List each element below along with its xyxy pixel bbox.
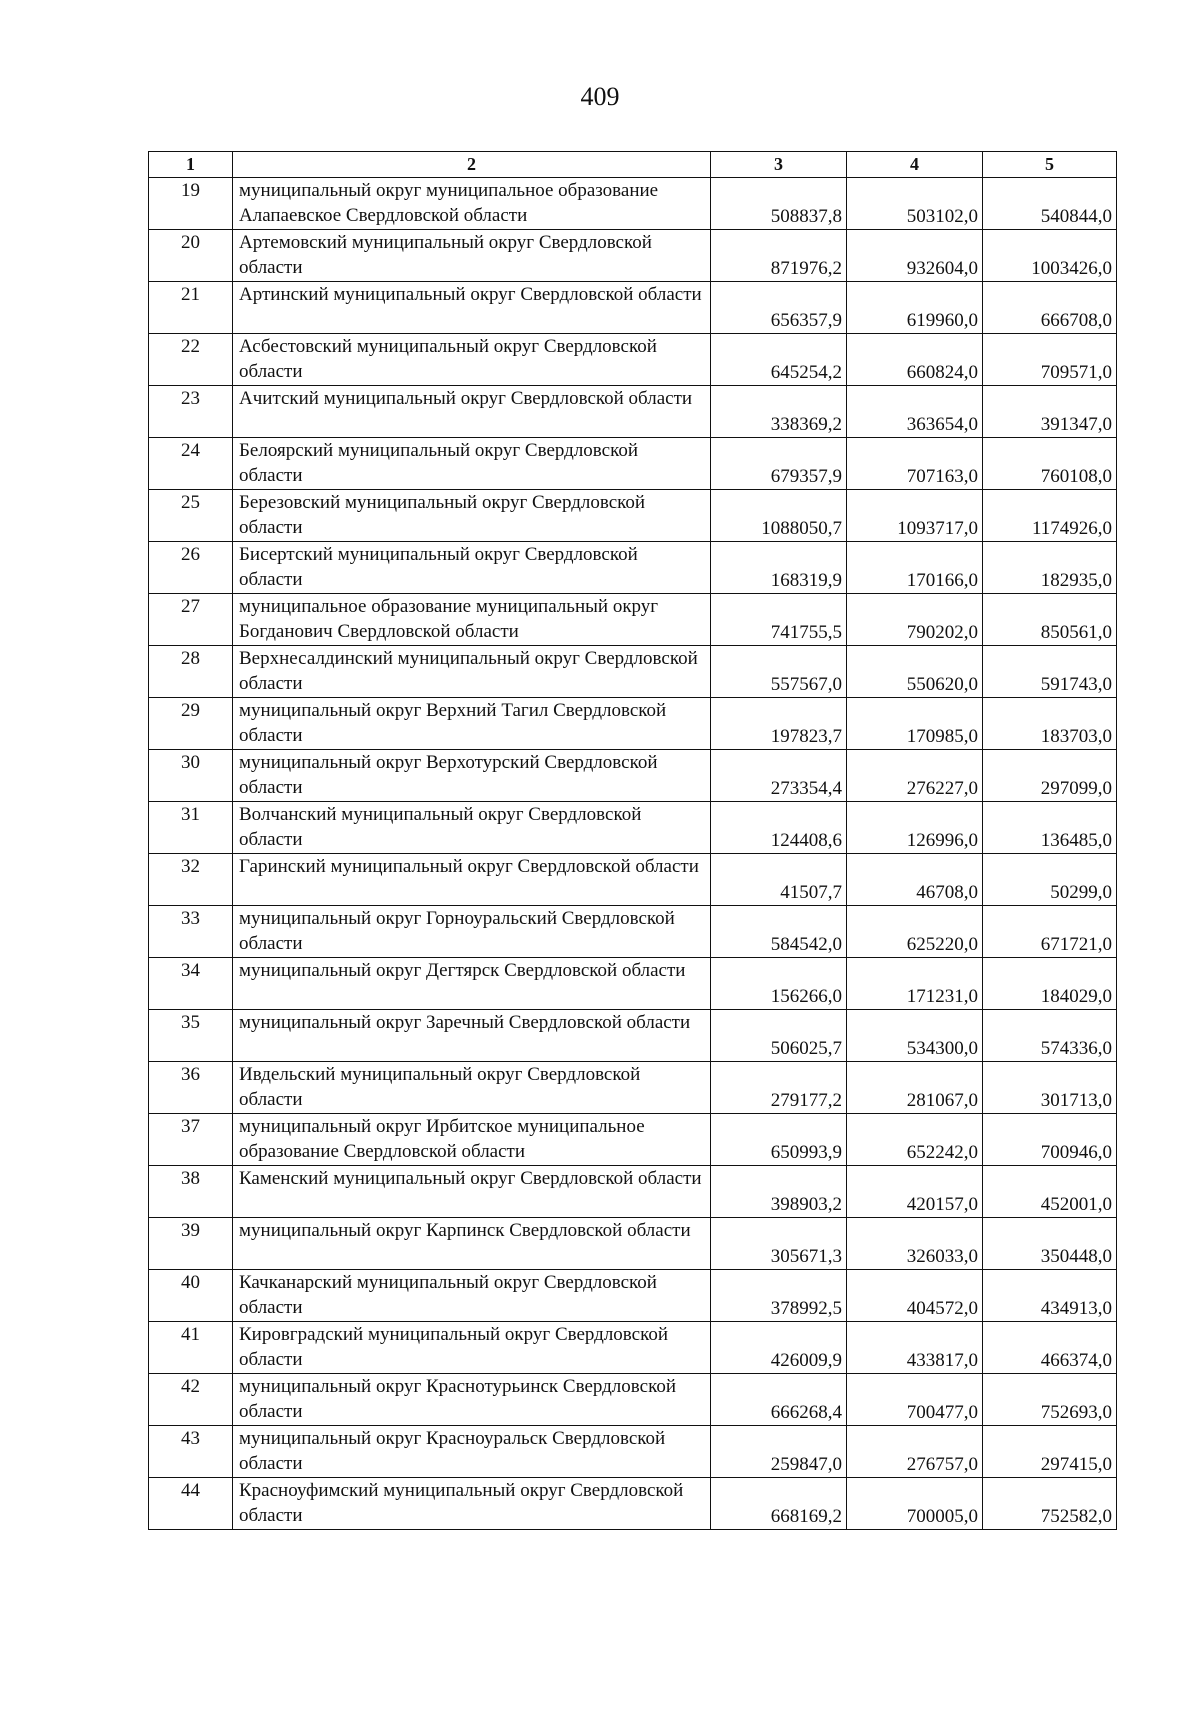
row-number-cell: 21 (149, 282, 233, 334)
municipality-name-cell: Артинский муниципальный округ Свердловской области (233, 282, 711, 334)
municipality-name-cell: муниципальный округ Горноуральский Свердловской области (233, 906, 711, 958)
value-col5-cell: 50299,0 (983, 854, 1117, 906)
table-row (149, 1322, 1117, 1374)
value-col3-cell: 124408,6 (711, 802, 847, 854)
municipality-name-cell: Красноуфимский муниципальный округ Свердловской области (233, 1478, 711, 1530)
row-number-cell: 34 (149, 958, 233, 1010)
value-col4-cell: 700005,0 (847, 1478, 983, 1530)
value-col4-cell: 433817,0 (847, 1322, 983, 1374)
page-number: 409 (580, 82, 620, 111)
column-header-2: 2 (233, 152, 711, 178)
municipality-name-cell: Ивдельский муниципальный округ Свердловской области (233, 1062, 711, 1114)
row-number-cell: 27 (149, 594, 233, 646)
municipality-name-cell: Волчанский муниципальный округ Свердловской области (233, 802, 711, 854)
value-col3-cell: 426009,9 (711, 1322, 847, 1374)
value-col4-cell: 660824,0 (847, 334, 983, 386)
municipality-name-cell: муниципальный округ Ирбитское муниципальное образование Свердловской области (233, 1114, 711, 1166)
value-col5-cell: 1003426,0 (983, 230, 1117, 282)
municipality-name-cell: муниципальный округ муниципальное образование Алапаевское Свердловской области (233, 178, 711, 230)
municipality-name-cell: муниципальный округ Красноуральск Свердловской области (233, 1426, 711, 1478)
table-row (149, 542, 1117, 594)
table-row (149, 178, 1117, 230)
value-col5-cell: 136485,0 (983, 802, 1117, 854)
column-header-3: 3 (711, 152, 847, 178)
row-number-cell: 19 (149, 178, 233, 230)
value-col3-cell: 668169,2 (711, 1478, 847, 1530)
table-row (149, 1478, 1117, 1530)
row-number-cell: 44 (149, 1478, 233, 1530)
value-col4-cell: 363654,0 (847, 386, 983, 438)
row-number-cell: 40 (149, 1270, 233, 1322)
value-col5-cell: 666708,0 (983, 282, 1117, 334)
row-number-cell: 32 (149, 854, 233, 906)
row-number-cell: 29 (149, 698, 233, 750)
municipality-name-cell: муниципальный округ Карпинск Свердловской области (233, 1218, 711, 1270)
value-col3-cell: 156266,0 (711, 958, 847, 1010)
table-row (149, 1374, 1117, 1426)
row-number-cell: 33 (149, 906, 233, 958)
row-number-cell: 31 (149, 802, 233, 854)
value-col3-cell: 1088050,7 (711, 490, 847, 542)
municipality-name-cell: муниципальный округ Верхотурский Свердловской области (233, 750, 711, 802)
row-number-cell: 35 (149, 1010, 233, 1062)
row-number-cell: 30 (149, 750, 233, 802)
municipality-name-cell: Артемовский муниципальный округ Свердловской области (233, 230, 711, 282)
row-number-cell: 26 (149, 542, 233, 594)
value-col3-cell: 398903,2 (711, 1166, 847, 1218)
row-number-cell: 36 (149, 1062, 233, 1114)
row-number-cell: 37 (149, 1114, 233, 1166)
value-col5-cell: 752582,0 (983, 1478, 1117, 1530)
table-body (149, 178, 1117, 1530)
value-col4-cell: 171231,0 (847, 958, 983, 1010)
value-col3-cell: 506025,7 (711, 1010, 847, 1062)
table-row (149, 1426, 1117, 1478)
column-header-4: 4 (847, 152, 983, 178)
value-col4-cell: 652242,0 (847, 1114, 983, 1166)
value-col4-cell: 326033,0 (847, 1218, 983, 1270)
value-col5-cell: 452001,0 (983, 1166, 1117, 1218)
table-row (149, 438, 1117, 490)
table-row (149, 230, 1117, 282)
header-row (149, 152, 1117, 178)
value-col3-cell: 338369,2 (711, 386, 847, 438)
value-col4-cell: 281067,0 (847, 1062, 983, 1114)
value-col5-cell: 760108,0 (983, 438, 1117, 490)
value-col5-cell: 183703,0 (983, 698, 1117, 750)
table-row (149, 802, 1117, 854)
table-row (149, 1114, 1117, 1166)
table-row (149, 854, 1117, 906)
value-col4-cell: 932604,0 (847, 230, 983, 282)
municipality-name-cell: Верхнесалдинский муниципальный округ Свердловской области (233, 646, 711, 698)
municipality-name-cell: Бисертский муниципальный округ Свердловской области (233, 542, 711, 594)
municipality-name-cell: Качканарский муниципальный округ Свердловской области (233, 1270, 711, 1322)
municipality-name-cell: муниципальный округ Заречный Свердловской области (233, 1010, 711, 1062)
row-number-cell: 28 (149, 646, 233, 698)
value-col5-cell: 182935,0 (983, 542, 1117, 594)
value-col5-cell: 466374,0 (983, 1322, 1117, 1374)
municipality-name-cell: Ачитский муниципальный округ Свердловской области (233, 386, 711, 438)
value-col3-cell: 741755,5 (711, 594, 847, 646)
municipality-name-cell: муниципальный округ Верхний Тагил Свердловской области (233, 698, 711, 750)
value-col3-cell: 666268,4 (711, 1374, 847, 1426)
value-col4-cell: 625220,0 (847, 906, 983, 958)
value-col4-cell: 1093717,0 (847, 490, 983, 542)
value-col3-cell: 168319,9 (711, 542, 847, 594)
table-row (149, 594, 1117, 646)
value-col3-cell: 650993,9 (711, 1114, 847, 1166)
value-col4-cell: 46708,0 (847, 854, 983, 906)
column-header-5: 5 (983, 152, 1117, 178)
column-header-1: 1 (149, 152, 233, 178)
value-col3-cell: 197823,7 (711, 698, 847, 750)
value-col4-cell: 276227,0 (847, 750, 983, 802)
value-col4-cell: 503102,0 (847, 178, 983, 230)
value-col5-cell: 752693,0 (983, 1374, 1117, 1426)
row-number-cell: 43 (149, 1426, 233, 1478)
row-number-cell: 39 (149, 1218, 233, 1270)
value-col4-cell: 550620,0 (847, 646, 983, 698)
municipality-name-cell: муниципальное образование муниципальный округ Богданович Свердловской области (233, 594, 711, 646)
value-col3-cell: 279177,2 (711, 1062, 847, 1114)
table-row (149, 386, 1117, 438)
municipality-name-cell: Белоярский муниципальный округ Свердловской области (233, 438, 711, 490)
value-col5-cell: 591743,0 (983, 646, 1117, 698)
table-row (149, 1010, 1117, 1062)
table-row (149, 698, 1117, 750)
table-row (149, 282, 1117, 334)
value-col3-cell: 273354,4 (711, 750, 847, 802)
value-col5-cell: 1174926,0 (983, 490, 1117, 542)
value-col4-cell: 276757,0 (847, 1426, 983, 1478)
table-row (149, 750, 1117, 802)
value-col4-cell: 619960,0 (847, 282, 983, 334)
value-col5-cell: 540844,0 (983, 178, 1117, 230)
value-col5-cell: 700946,0 (983, 1114, 1117, 1166)
value-col5-cell: 709571,0 (983, 334, 1117, 386)
value-col4-cell: 404572,0 (847, 1270, 983, 1322)
table-row (149, 1270, 1117, 1322)
row-number-cell: 22 (149, 334, 233, 386)
value-col5-cell: 391347,0 (983, 386, 1117, 438)
value-col5-cell: 350448,0 (983, 1218, 1117, 1270)
table-row (149, 906, 1117, 958)
row-number-cell: 38 (149, 1166, 233, 1218)
row-number-cell: 23 (149, 386, 233, 438)
value-col5-cell: 184029,0 (983, 958, 1117, 1010)
value-col5-cell: 671721,0 (983, 906, 1117, 958)
value-col5-cell: 297099,0 (983, 750, 1117, 802)
municipality-name-cell: Асбестовский муниципальный округ Свердловской области (233, 334, 711, 386)
value-col4-cell: 534300,0 (847, 1010, 983, 1062)
value-col3-cell: 645254,2 (711, 334, 847, 386)
value-col5-cell: 434913,0 (983, 1270, 1117, 1322)
value-col4-cell: 790202,0 (847, 594, 983, 646)
value-col3-cell: 557567,0 (711, 646, 847, 698)
value-col4-cell: 707163,0 (847, 438, 983, 490)
value-col3-cell: 378992,5 (711, 1270, 847, 1322)
value-col4-cell: 700477,0 (847, 1374, 983, 1426)
value-col5-cell: 297415,0 (983, 1426, 1117, 1478)
value-col3-cell: 508837,8 (711, 178, 847, 230)
value-col3-cell: 871976,2 (711, 230, 847, 282)
table-row (149, 490, 1117, 542)
municipality-name-cell: муниципальный округ Краснотурьинск Свердловской области (233, 1374, 711, 1426)
budget-table (148, 151, 1117, 1530)
row-number-cell: 25 (149, 490, 233, 542)
value-col4-cell: 170166,0 (847, 542, 983, 594)
value-col3-cell: 656357,9 (711, 282, 847, 334)
municipality-name-cell: Каменский муниципальный округ Свердловской области (233, 1166, 711, 1218)
municipality-name-cell: муниципальный округ Дегтярск Свердловской области (233, 958, 711, 1010)
value-col4-cell: 420157,0 (847, 1166, 983, 1218)
value-col5-cell: 574336,0 (983, 1010, 1117, 1062)
row-number-cell: 24 (149, 438, 233, 490)
value-col3-cell: 41507,7 (711, 854, 847, 906)
table-header (149, 152, 1117, 178)
table-row (149, 334, 1117, 386)
municipality-name-cell: Гаринский муниципальный округ Свердловской области (233, 854, 711, 906)
municipality-name-cell: Березовский муниципальный округ Свердловской области (233, 490, 711, 542)
row-number-cell: 41 (149, 1322, 233, 1374)
value-col4-cell: 170985,0 (847, 698, 983, 750)
value-col3-cell: 679357,9 (711, 438, 847, 490)
municipality-name-cell: Кировградский муниципальный округ Свердловской области (233, 1322, 711, 1374)
row-number-cell: 20 (149, 230, 233, 282)
table-row (149, 646, 1117, 698)
value-col4-cell: 126996,0 (847, 802, 983, 854)
table-row (149, 1166, 1117, 1218)
value-col5-cell: 850561,0 (983, 594, 1117, 646)
value-col3-cell: 305671,3 (711, 1218, 847, 1270)
table-row (149, 1062, 1117, 1114)
row-number-cell: 42 (149, 1374, 233, 1426)
value-col3-cell: 584542,0 (711, 906, 847, 958)
value-col5-cell: 301713,0 (983, 1062, 1117, 1114)
table-row (149, 1218, 1117, 1270)
table-row (149, 958, 1117, 1010)
value-col3-cell: 259847,0 (711, 1426, 847, 1478)
